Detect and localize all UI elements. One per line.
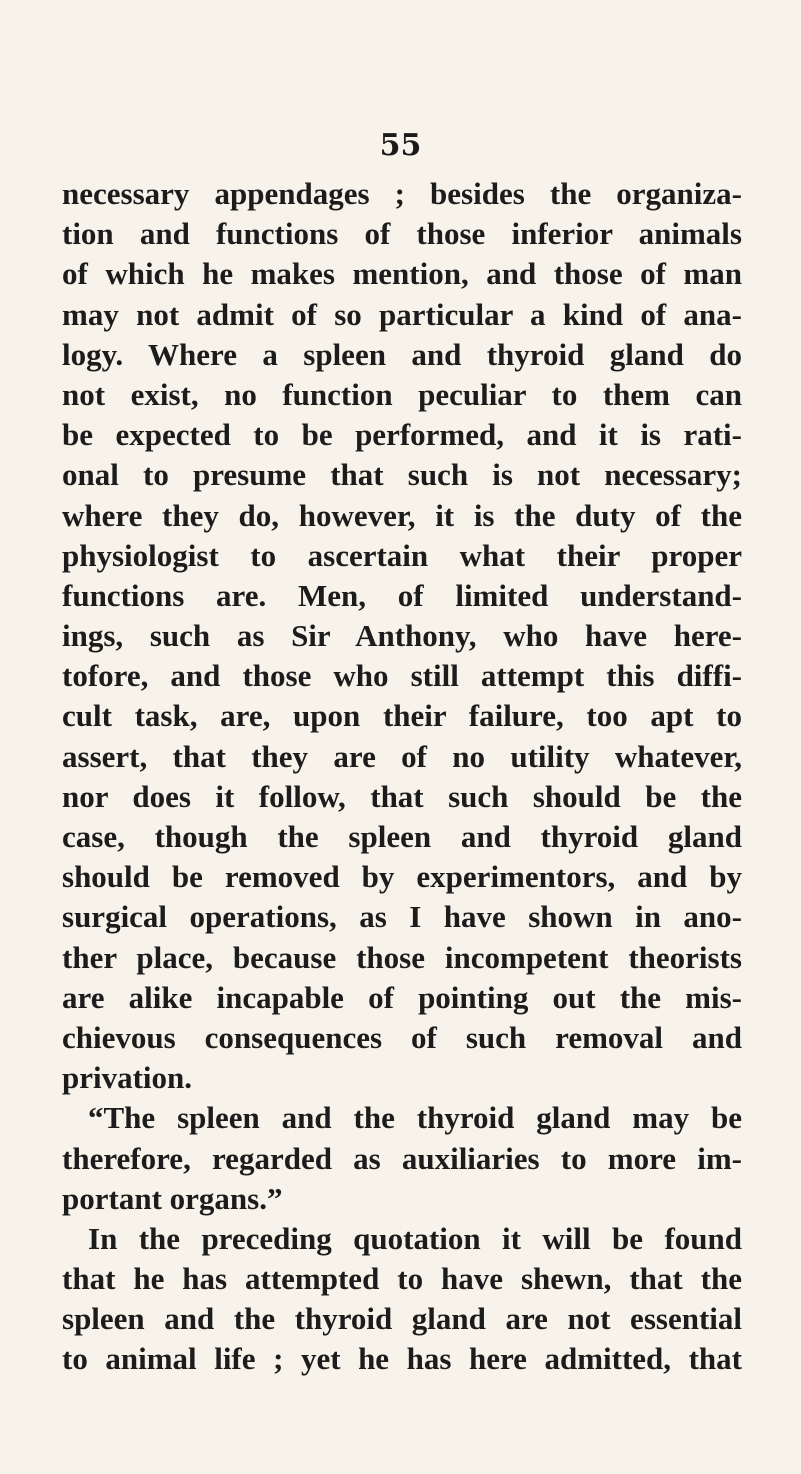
text-line: assert, that they are of no utility whatever,: [62, 738, 742, 774]
text-line: ther place, because those incompetent theorists: [62, 939, 742, 975]
text-line: cult task, are, upon their failure, too apt to: [62, 698, 742, 734]
text-line: case, though the spleen and thyroid gland: [62, 819, 742, 854]
text-line: of which he makes mention, and those of man: [62, 256, 742, 292]
text-line: where they do, however, it is the duty of the: [62, 497, 742, 533]
body-text: [62, 174, 742, 1380]
text-line: tion and functions of those inferior animals: [62, 216, 742, 252]
text-line: privation.: [62, 1060, 193, 1096]
text-line: therefore, regarded as auxiliaries to more im-: [62, 1140, 742, 1176]
text-line: may not admit of so particular a kind of ana-: [62, 296, 742, 332]
text-line: tofore, and those who still attempt this diffi-: [62, 658, 742, 694]
text-line: necessary appendages ; besides the organiza-: [62, 176, 742, 211]
text-line: not exist, no function peculiar to them can: [62, 376, 742, 412]
text-line: should be removed by experimentors, and by: [62, 859, 742, 895]
text-line: spleen and the thyroid gland are not essential: [62, 1301, 742, 1337]
text-line: to animal life ; yet he has here admitted, that: [62, 1341, 742, 1377]
text-line: are alike incapable of pointing out the mis-: [62, 979, 742, 1015]
text-line: functions are. Men, of limited understand-: [62, 577, 742, 613]
text-line: ings, such as Sir Anthony, who have here-: [62, 618, 742, 654]
text-line: In the preceding quotation it will be found: [88, 1220, 742, 1256]
text-line: nor does it follow, that such should be the: [62, 778, 742, 814]
page-number: 55: [379, 128, 422, 163]
text-line: that he has attempted to have shewn, that the: [62, 1261, 742, 1297]
text-line: onal to presume that such is not necessary;: [62, 457, 742, 493]
text-line: surgical operations, as I have shown in ano-: [62, 899, 742, 935]
text-line: be expected to be performed, and it is rati-: [62, 417, 742, 453]
text-line: chievous consequences of such removal and: [62, 1019, 742, 1055]
text-line: “The spleen and the thyroid gland may be: [88, 1100, 742, 1136]
text-line: physiologist to ascertain what their proper: [62, 537, 742, 573]
text-line: logy. Where a spleen and thyroid gland do: [62, 336, 742, 372]
text-line: portant organs.”: [62, 1180, 283, 1216]
